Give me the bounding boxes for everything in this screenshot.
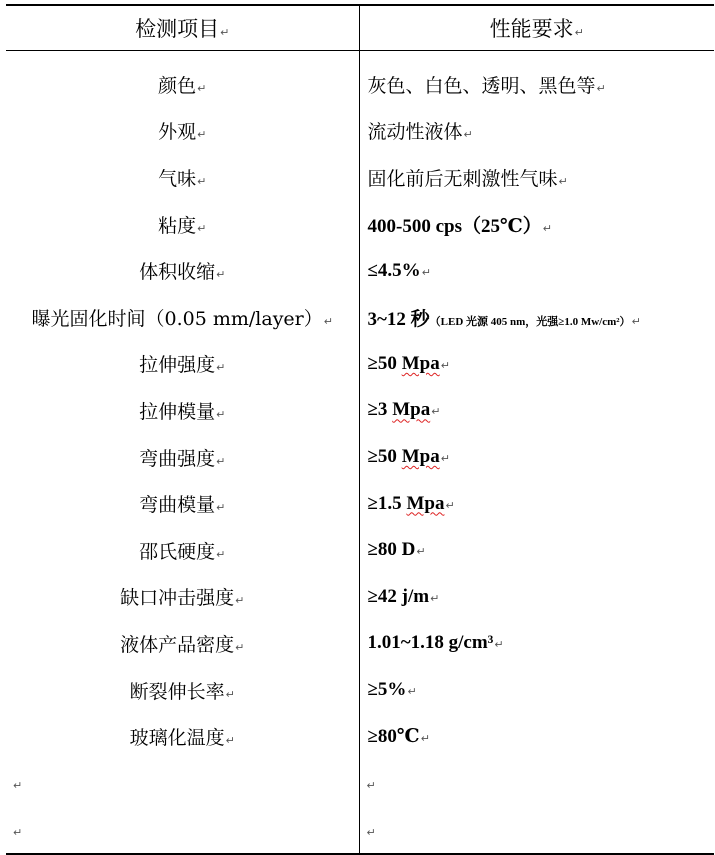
paragraph-mark-icon: ↵ xyxy=(13,779,23,793)
table-row xyxy=(6,667,714,714)
requirement-unit: Mpa xyxy=(392,399,431,421)
requirement-cell xyxy=(359,108,714,155)
paragraph-mark-icon: ↵ xyxy=(225,734,235,748)
paragraph-mark-icon: ↵ xyxy=(542,221,552,235)
paragraph-mark-icon: ↵ xyxy=(494,638,504,652)
requirement-cell xyxy=(359,341,714,388)
test-item-label: 缺口冲击强度 xyxy=(120,587,235,610)
requirement-cell xyxy=(359,713,714,760)
requirement-value: 400-500 cps（25℃） xyxy=(367,215,542,237)
paragraph-mark-icon: ↵ xyxy=(197,128,207,142)
table-row xyxy=(6,480,714,527)
test-item-cell xyxy=(6,387,359,434)
paragraph-mark-icon: ↵ xyxy=(366,779,376,793)
test-item-cell xyxy=(6,341,359,388)
paragraph-mark-icon: ↵ xyxy=(366,825,376,839)
requirement-value: 固化前后无刺激性气味 xyxy=(367,167,558,190)
properties-table xyxy=(6,4,714,855)
test-item-cell xyxy=(6,480,359,527)
paragraph-mark-icon: ↵ xyxy=(445,498,455,512)
light-source-note: （LED 光源 405 nm，光强≥1.0 Mw/cm²） xyxy=(429,315,631,328)
paragraph-mark-icon: ↵ xyxy=(13,825,23,839)
table-row xyxy=(6,341,714,388)
paragraph-mark-icon: ↵ xyxy=(631,314,641,328)
paragraph-mark-icon: ↵ xyxy=(216,454,226,468)
paragraph-mark-icon: ↵ xyxy=(574,26,584,39)
paragraph-mark-icon: ↵ xyxy=(197,221,207,235)
requirement-cell xyxy=(359,247,714,294)
test-item-cell xyxy=(6,713,359,760)
paragraph-mark-icon: ↵ xyxy=(235,594,245,608)
paragraph-mark-icon: ↵ xyxy=(430,591,440,605)
paragraph-mark-icon: ↵ xyxy=(463,128,473,142)
paragraph-mark-icon: ↵ xyxy=(216,361,226,375)
table-row-empty xyxy=(6,807,714,855)
paragraph-mark-icon: ↵ xyxy=(225,687,235,701)
requirement-value: ≥3 xyxy=(367,399,393,421)
requirement-value: ≥80 D xyxy=(367,539,416,561)
test-item-label: 弯曲模量 xyxy=(139,494,216,517)
paragraph-mark-icon: ↵ xyxy=(216,501,226,515)
test-item-label: 曝光固化时间（0.05 mm/layer） xyxy=(31,307,323,330)
test-item-cell xyxy=(6,108,359,155)
requirement-value: ≥50 xyxy=(367,352,402,374)
table-header-row xyxy=(6,5,714,51)
test-item-label: 拉伸模量 xyxy=(139,400,216,423)
table-row xyxy=(6,713,714,760)
test-item-label: 气味 xyxy=(158,167,197,190)
paragraph-mark-icon: ↵ xyxy=(407,685,417,699)
test-item-cell xyxy=(6,527,359,574)
table-row xyxy=(6,154,714,201)
header-performance-requirement xyxy=(359,5,714,51)
test-item-label: 邵氏硬度 xyxy=(139,540,216,563)
paragraph-mark-icon: ↵ xyxy=(420,732,430,746)
test-item-label: 弯曲强度 xyxy=(139,447,216,470)
requirement-value: 3~12 秒 xyxy=(367,308,430,330)
table-row xyxy=(6,294,714,341)
test-item-label: 拉伸强度 xyxy=(139,354,216,377)
requirement-cell xyxy=(359,480,714,527)
requirement-value: ≥50 xyxy=(367,446,402,468)
paragraph-mark-icon: ↵ xyxy=(220,26,230,39)
requirement-value: ≥42 j/m xyxy=(367,585,430,607)
header-performance-requirement-label: 性能要求 xyxy=(489,17,574,41)
test-item-label: 外观 xyxy=(158,121,197,144)
requirement-unit: Mpa xyxy=(406,492,445,514)
table-row xyxy=(6,108,714,155)
test-item-label: 体积收缩 xyxy=(139,261,216,284)
test-item-cell xyxy=(6,294,359,341)
table-row xyxy=(6,51,714,108)
test-item-label: 断裂伸长率 xyxy=(129,680,225,703)
requirement-value: ≥5% xyxy=(367,679,407,701)
requirement-cell xyxy=(359,51,714,108)
empty-cell xyxy=(6,760,359,807)
paragraph-mark-icon: ↵ xyxy=(216,547,226,561)
test-item-label: 颜色 xyxy=(158,74,197,97)
paragraph-mark-icon: ↵ xyxy=(440,358,450,372)
test-item-label: 液体产品密度 xyxy=(120,633,235,656)
table-row xyxy=(6,527,714,574)
requirement-cell xyxy=(359,387,714,434)
header-test-item-label: 检测项目 xyxy=(135,17,220,41)
header-test-item xyxy=(6,5,359,51)
requirement-cell xyxy=(359,201,714,248)
requirement-cell xyxy=(359,574,714,621)
test-item-cell xyxy=(6,620,359,667)
requirement-value: ≤4.5% xyxy=(367,259,421,281)
paragraph-mark-icon: ↵ xyxy=(596,81,606,95)
empty-cell xyxy=(359,807,714,855)
requirement-cell xyxy=(359,434,714,481)
requirement-unit: Mpa xyxy=(401,446,440,468)
requirement-value: 流动性液体 xyxy=(367,121,463,144)
table-row xyxy=(6,201,714,248)
table-row xyxy=(6,434,714,481)
requirement-cell xyxy=(359,620,714,667)
paragraph-mark-icon: ↵ xyxy=(440,452,450,466)
test-item-cell xyxy=(6,667,359,714)
paragraph-mark-icon: ↵ xyxy=(416,545,426,559)
paragraph-mark-icon: ↵ xyxy=(197,174,207,188)
paragraph-mark-icon: ↵ xyxy=(216,407,226,421)
requirement-cell xyxy=(359,294,714,341)
paragraph-mark-icon: ↵ xyxy=(216,268,226,282)
paragraph-mark-icon: ↵ xyxy=(323,314,333,328)
requirement-value: 1.01~1.18 g/cm³ xyxy=(367,632,494,654)
table-row xyxy=(6,387,714,434)
test-item-cell xyxy=(6,434,359,481)
paragraph-mark-icon: ↵ xyxy=(431,405,441,419)
paragraph-mark-icon: ↵ xyxy=(235,640,245,654)
table-row xyxy=(6,620,714,667)
test-item-cell xyxy=(6,201,359,248)
requirement-cell xyxy=(359,667,714,714)
test-item-cell xyxy=(6,51,359,108)
requirement-cell xyxy=(359,527,714,574)
empty-cell xyxy=(6,807,359,855)
paragraph-mark-icon: ↵ xyxy=(197,81,207,95)
requirement-value: ≥1.5 xyxy=(367,492,407,514)
empty-cell xyxy=(359,760,714,807)
requirement-value: ≥80℃ xyxy=(367,726,420,748)
test-item-label: 玻璃化温度 xyxy=(129,727,225,750)
paragraph-mark-icon: ↵ xyxy=(421,265,431,279)
table-row xyxy=(6,574,714,621)
test-item-cell xyxy=(6,574,359,621)
paragraph-mark-icon: ↵ xyxy=(558,174,568,188)
requirement-value: 灰色、白色、透明、黑色等 xyxy=(367,74,596,97)
requirement-cell xyxy=(359,154,714,201)
table-row xyxy=(6,247,714,294)
test-item-cell xyxy=(6,247,359,294)
table-row-empty xyxy=(6,760,714,807)
test-item-cell xyxy=(6,154,359,201)
test-item-label: 粘度 xyxy=(158,214,197,237)
requirement-unit: Mpa xyxy=(401,352,440,374)
